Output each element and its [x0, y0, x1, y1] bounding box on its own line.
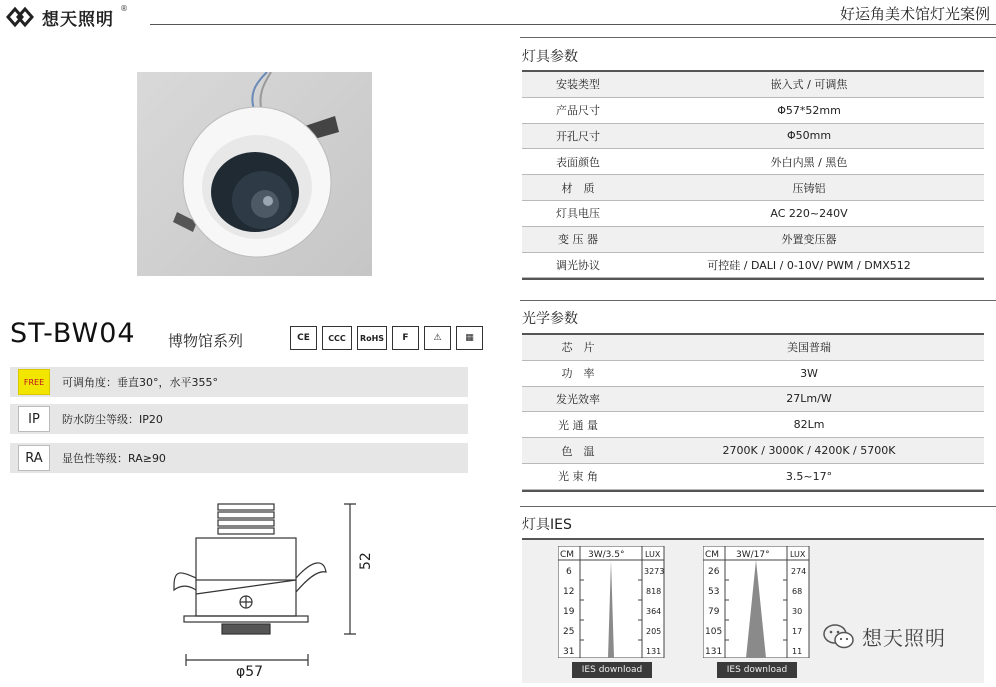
ies-header-lux: LUX — [645, 550, 661, 559]
param-value: 27Lm/W — [786, 392, 832, 406]
table-row — [522, 438, 984, 464]
param-value: Φ50mm — [786, 129, 832, 143]
table-row — [522, 412, 984, 438]
product-series: 博物馆系列 — [168, 332, 244, 350]
ies-cm-value: 105 — [705, 627, 723, 637]
ies-cm-value: 131 — [705, 647, 723, 657]
ies-lux-value: 274 — [791, 567, 807, 576]
ies-chart-2 — [703, 546, 813, 662]
ccc-cert-icon: CCC — [322, 326, 352, 350]
feature-row-ip — [10, 404, 468, 434]
width-dimension-label: φ57 — [236, 664, 264, 678]
rohs-cert-icon: RoHS — [357, 326, 387, 350]
ra-badge: RA — [18, 445, 50, 471]
feature-text: 可调角度：垂直30°，水平355° — [62, 376, 218, 389]
optical-params-table — [522, 333, 984, 492]
ies-lux-value: 30 — [792, 607, 803, 616]
param-value: 压铸铝 — [792, 181, 826, 195]
param-label: 产品尺寸 — [556, 104, 600, 118]
table-row — [522, 124, 984, 150]
ies-header-cm: CM — [705, 550, 720, 560]
param-label: 发光效率 — [556, 392, 600, 406]
ip-badge: IP — [18, 406, 50, 432]
table-row — [522, 464, 984, 490]
brand-registered-mark: ® — [120, 4, 128, 13]
param-label: 灯具电压 — [556, 207, 600, 221]
table-row — [522, 149, 984, 175]
ies-cm-value: 12 — [563, 587, 575, 597]
optical-params-title: 光学参数 — [522, 311, 578, 327]
param-value: 外置变压器 — [781, 233, 837, 247]
brand-logo-icon — [6, 6, 36, 28]
param-label: 变 压 器 — [558, 233, 598, 247]
table-row — [522, 335, 984, 361]
param-label: 调光协议 — [556, 258, 600, 272]
param-label: 开孔尺寸 — [556, 129, 600, 143]
watermark — [822, 622, 946, 651]
feature-text: 显色性等级：RA≥90 — [62, 452, 166, 465]
section-divider — [520, 506, 996, 507]
ies-cm-value: 25 — [563, 627, 575, 637]
ies-download-button[interactable]: IES download — [572, 662, 652, 678]
watermark-text: 想天照明 — [862, 626, 946, 650]
param-value: Φ57*52mm — [777, 103, 841, 117]
feature-text: 防水防尘等级：IP20 — [62, 413, 163, 426]
dimension-drawing — [168, 498, 388, 678]
ce-cert-icon: CE — [290, 326, 317, 350]
param-value: AC 220~240V — [770, 206, 848, 220]
ies-lux-value: 68 — [792, 587, 803, 596]
param-label: 安装类型 — [556, 78, 600, 92]
brand-name: 想天照明 — [42, 9, 114, 30]
param-label: 光 通 量 — [558, 418, 598, 432]
f-mark-icon: F — [392, 326, 419, 350]
ies-lux-value: 3273 — [644, 567, 665, 576]
header-divider — [150, 24, 996, 25]
table-row — [522, 227, 984, 253]
table-row — [522, 361, 984, 387]
ies-lux-value: 364 — [646, 607, 662, 616]
table-bottom-rule — [522, 490, 984, 492]
param-label: 材 质 — [561, 181, 595, 195]
brand — [6, 4, 128, 30]
param-value: 可控硅 / DALI / 0-10V/ PWM / DMX512 — [707, 258, 911, 272]
ies-header-beam: 3W/17° — [736, 550, 770, 560]
table-bottom-rule — [522, 278, 984, 280]
param-label: 光 束 角 — [558, 470, 598, 484]
param-value: 2700K / 3000K / 4200K / 5700K — [722, 444, 896, 458]
ies-lux-value: 818 — [646, 587, 662, 596]
section-divider — [520, 37, 996, 38]
ies-lux-value: 205 — [646, 627, 662, 636]
section-divider — [520, 300, 996, 301]
param-label: 芯 片 — [561, 341, 595, 355]
ies-cm-value: 6 — [566, 567, 572, 577]
pattern-icon: ▦ — [456, 326, 483, 350]
table-row — [522, 387, 984, 413]
feature-row-ra — [10, 443, 468, 473]
ies-cm-value: 31 — [563, 647, 575, 657]
param-value: 外白内黑 / 黑色 — [770, 155, 848, 169]
wechat-icon — [822, 623, 856, 651]
ies-header-beam: 3W/3.5° — [588, 550, 625, 560]
table-row — [522, 201, 984, 227]
param-value: 82Lm — [793, 418, 825, 432]
table-row — [522, 253, 984, 279]
ies-lux-value: 17 — [792, 627, 803, 636]
certification-icons — [290, 326, 483, 350]
ies-download-button[interactable]: IES download — [717, 662, 797, 678]
table-row — [522, 72, 984, 98]
product-photo — [137, 72, 372, 276]
table-row — [522, 175, 984, 201]
param-label: 功 率 — [561, 367, 595, 381]
ies-cm-value: 19 — [563, 607, 575, 617]
fixture-params-table — [522, 70, 984, 280]
warning-icon: ⚠ — [424, 326, 451, 350]
param-label: 色 温 — [561, 444, 595, 458]
param-value: 3W — [800, 366, 818, 380]
ies-header-cm: CM — [560, 550, 575, 560]
spotlight-image — [137, 72, 372, 276]
ies-chart-1 — [558, 546, 668, 662]
ies-header-lux: LUX — [790, 550, 806, 559]
feature-row-angle — [10, 367, 468, 397]
table-row — [522, 98, 984, 124]
param-value: 嵌入式 / 可调焦 — [770, 78, 848, 92]
param-value: 美国普瑞 — [787, 341, 831, 355]
ies-cm-value: 26 — [708, 567, 720, 577]
height-dimension-label: 52 — [358, 552, 374, 570]
page-title: 好运角美术馆灯光案例 — [839, 5, 990, 23]
ies-lux-value: 131 — [646, 647, 662, 656]
ies-cm-value: 79 — [708, 607, 720, 617]
ies-title: 灯具IES — [522, 517, 572, 533]
ies-cm-value: 53 — [708, 587, 720, 597]
product-model: ST-BW04 — [10, 318, 136, 349]
free-badge: FREE — [18, 369, 50, 395]
param-label: 表面颜色 — [556, 155, 600, 169]
param-value: 3.5~17° — [785, 469, 833, 483]
fixture-params-title: 灯具参数 — [522, 49, 578, 65]
ies-lux-value: 11 — [792, 647, 803, 656]
